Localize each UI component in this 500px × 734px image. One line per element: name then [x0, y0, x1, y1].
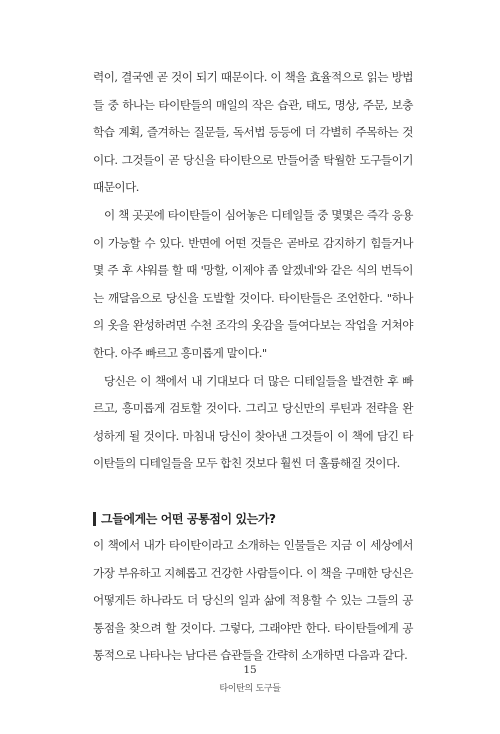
page-number: 15 [243, 664, 257, 676]
paragraph-3: 당신은 이 책에서 내 기대보다 더 많은 디테일들을 발견한 후 빠르고, 흥미롭게 검토할 것이다. 그리고 당신만의 루틴과 전략을 완성하게 될 것이다. 마침내 당신이 찾아낸 그것들이 이 책에 담긴 타이탄들의 디테일들을 모두 합친 것보다 훨씬 더 훌륭해질 것이다. [93, 373, 413, 471]
heading-bar-marker [93, 512, 96, 526]
section-heading [93, 508, 413, 530]
paragraph-4: 이 책에서 내가 타이탄이라고 소개하는 인물들은 지금 이 세상에서 가장 부유하고 지혜롭고 건강한 사람들이다. 이 책을 구매한 당신은 어떻게든 하나라도 더 당신의 일과 삶에 적용할 수 있는 그들의 공통점을 찾으려 할 것이다. 그렇다, 그래야만 한다. 타이탄들에게 공통적으로 나타나는 남다른 습관들을 간략히 소개하면 다음과 같다. [93, 537, 413, 663]
section-heading-text: 그들에게는 어떤 공통점이 있는가? [101, 512, 276, 527]
paragraph-1: 력이, 결국엔 곧 것이 되기 때문이다. 이 책을 효율적으로 읽는 방법들 중 하나는 타이탄들의 매일의 작은 습관, 태도, 명상, 주문, 보충학습 계획, 즐겨하는 질문들, 독서법 등등에 더 각별히 주목하는 것이다. 그것들이 곧 당신을 타이탄으로 만들어줄 탁월한 도구들이기 때문이다. [93, 70, 413, 195]
paragraph-2: 이 책 곳곳에 타이탄들이 심어놓은 디테일들 중 몇몇은 즉각 응용이 가능할 수 있다. 반면에 어떤 것들은 곧바로 감지하기 힘들거나 몇 주 후 샤워를 할 때 '망할, 이제야 좀 알겠네'와 같은 식의 번득이는 깨달음으로 당신을 도발할 것이다. 타이탄들은 조언한다. "하나의 옷을 완성하려면 수천 조각의 옷감을 들여다보는 작업을 거쳐야 한다. 아주 빠르고 흥미롭게 말이다." [93, 207, 413, 360]
section-spacer [93, 478, 413, 498]
body-text [93, 64, 413, 670]
running-footer-title: 타이탄의 도구들 [219, 684, 281, 694]
